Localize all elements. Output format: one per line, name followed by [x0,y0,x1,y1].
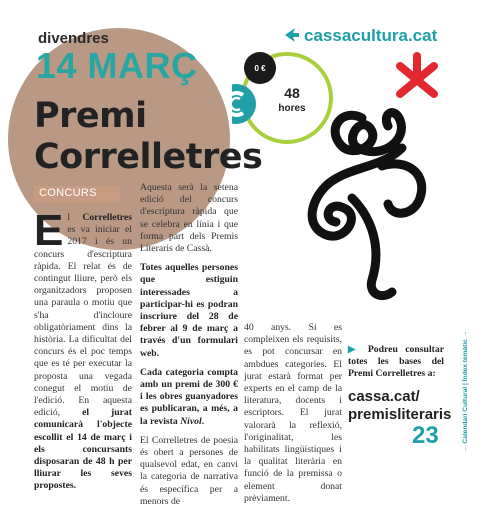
col2-p3 [140,367,238,428]
drop-cap: E [34,206,64,255]
arrow-right-icon: ▶ [348,344,361,355]
page-number: 23 [412,422,439,449]
hours-label: hores [278,103,306,114]
col2-p3-a: Cada categoria compta amb un premi de 300 € i les obres guanyadores es publicaran, a més, a la revista [140,366,238,427]
red-asterisk-icon [400,56,434,94]
col4-cta [348,344,444,381]
article-column-3 [244,322,342,512]
col4-cta-text: Podreu consultar totes les bases del Premi Correlletres a: [348,344,445,380]
col2-p3-b: . [201,415,205,427]
cassa-c-icon [232,84,256,124]
brand-link[interactable]: cassacultura.cat [304,26,438,45]
title-line-1: Premi [34,96,147,136]
col1-bold-b: el jurat comunicarà l'objecte escollit el 14 de març i els concursants disposaran de 48 h per lliurar les seves propostes. [34,407,132,492]
section-label: CONCURS [39,187,97,199]
col3-p1: 40 anys. Si es compleixen els requisits, es pot concursar en ambdues categories. El jurat estarà format per experts en el camp de la literatura, docents i escriptors. El jurat valorarà la reflexió, l'originalitat, les habilitats lingüístiques i la qualitat literària en funció de la premissa o element donat prèviament. [244,322,342,504]
col1-paragraph [34,206,132,493]
col2-p4: El Correlletres de poesia és obert a persones de qualsevol edat, en canvi la categoria de narrativa és específica per a menors de [140,434,238,507]
col1-text-b: es va iniciar el 2017 i és un concurs d'escriptura ràpida. El relat és de contingut lliure, però els organitzadors proposen una paraula o motiu que s'ha d'incloure obligatòriament dins la història. La dificultat del concurs és el poc temps que es té per executar la proposta una vegada conegut el motiu de l'edició. En aquesta edició, [34,224,132,419]
col2-p2-bold: Totes aquelles persones que estiguin interessades a participar-hi es podran inscriure del 28 de febrer al 9 de març a través d'un formulari web. [140,262,238,359]
col2-p1: Aquesta serà la setena edició del concurs d'escriptura ràpida que se celebra en línia i que forma part dels Premis Literaris de Cassà. [140,182,238,255]
price-badge-text: 0 € [254,64,266,73]
side-navigation[interactable]: ← Calendari Cultural | Índex temàtic → [462,330,469,452]
decorative-graphic [232,48,480,308]
article-column-4 [348,344,452,424]
arrow-logo-icon [283,26,301,44]
day-label: divendres [38,30,109,47]
page-title [34,96,262,178]
article-column-1 [34,206,132,500]
date-label: 14 MARÇ [36,45,198,86]
bases-link-line-1[interactable]: cassa.cat/ [348,387,420,405]
col1-bold-a: Correlletres [82,212,132,223]
article-column-2 [140,182,238,515]
title-line-2: Correlletres [34,137,263,177]
hours-number: 48 [284,85,300,101]
col2-p3-italic: Nívol [180,415,202,427]
col2-p2 [140,262,238,360]
col1-text-a: l [67,212,83,223]
bases-link-line-2[interactable]: premisliteraris [348,405,452,423]
bases-link[interactable] [348,387,452,424]
